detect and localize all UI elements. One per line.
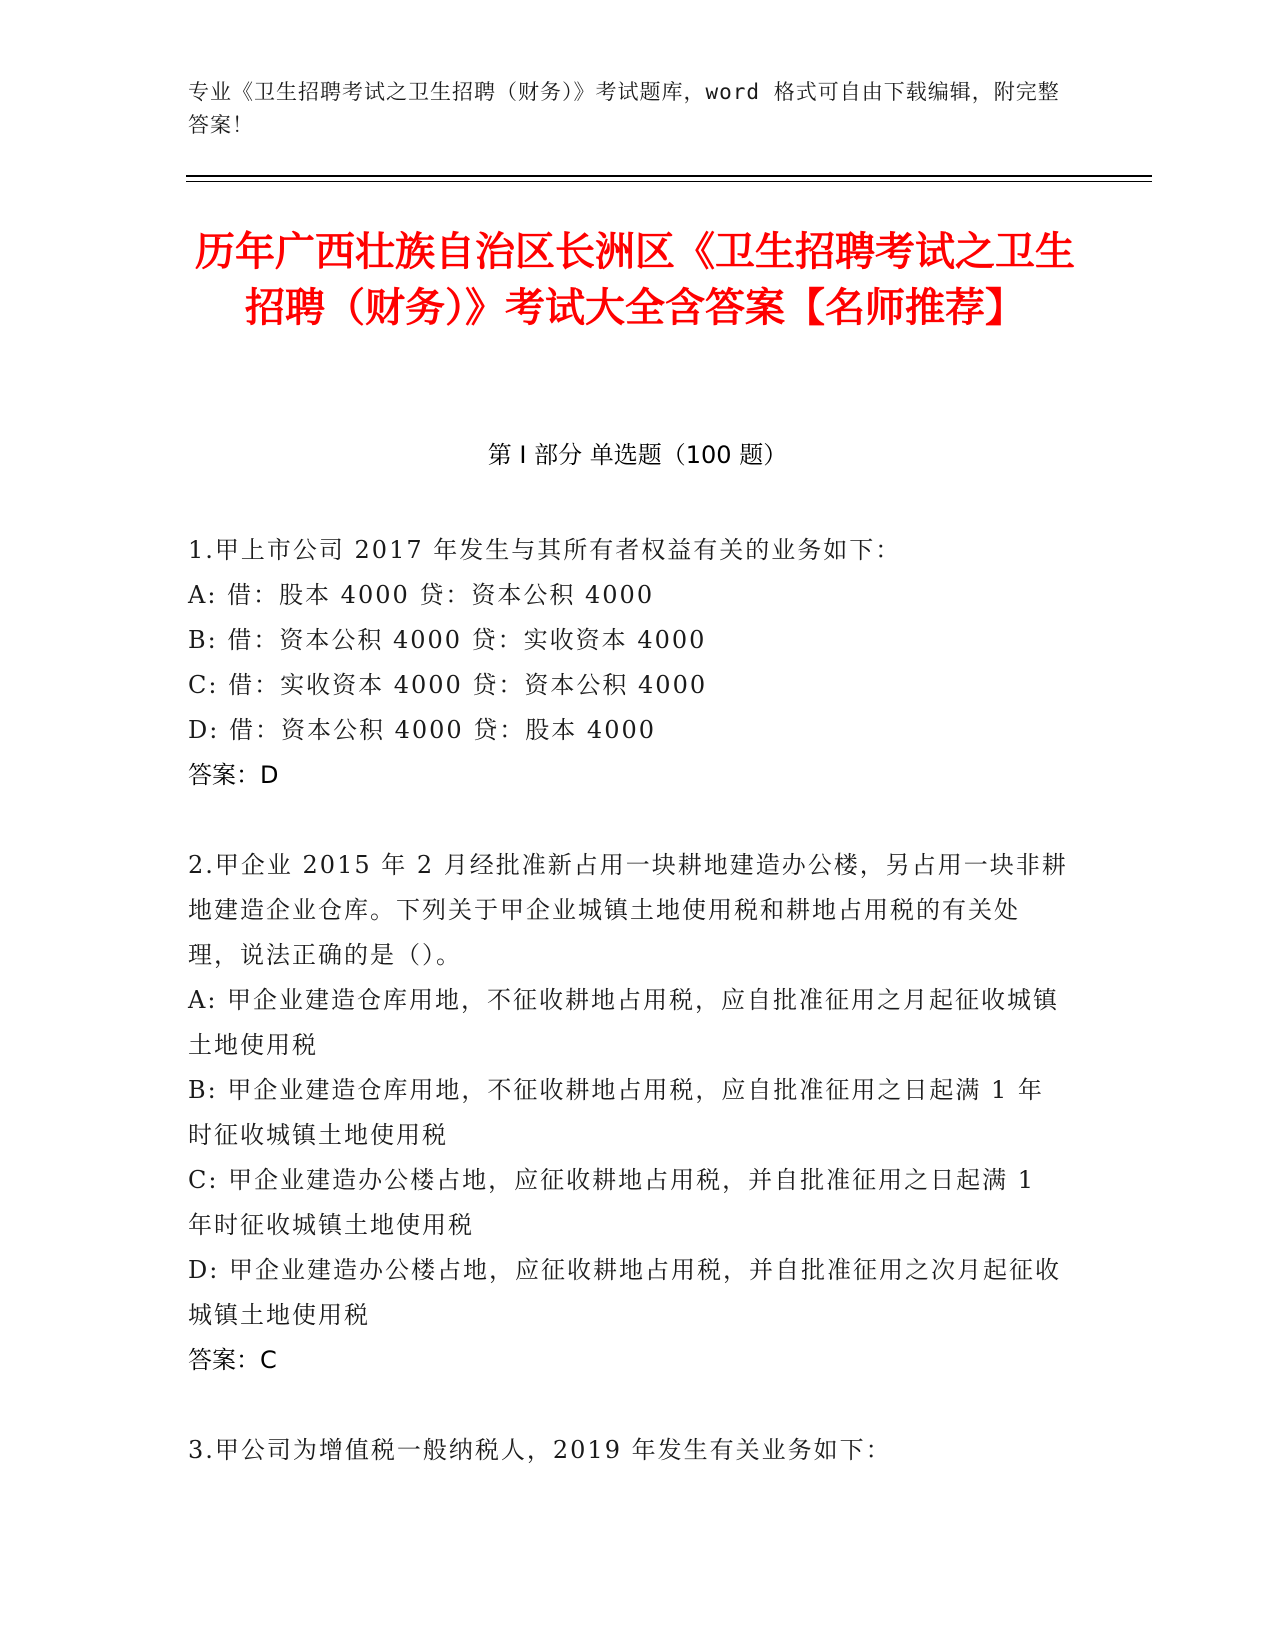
header-note: 专业《卫生招聘考试之卫生招聘（财务）》考试题库，word 格式可自由下载编辑，附完整答案！ [188,80,1060,137]
question-stem: 1.甲上市公司 2017 年发生与其所有者权益有关的业务如下： [188,536,902,564]
option-c: C: 甲企业建造办公楼占地，应征收耕地占用税，并自批准征用之日起满 1 年时征收城镇土地使用税 [188,1166,1035,1239]
question-2 [188,843,1068,1383]
option-c: C: 借：实收资本 4000 贷：资本公积 4000 [188,671,708,699]
section-title: 第 I 部分 单选题（100 题） [487,441,788,469]
question-1 [188,528,1068,798]
question-stem: 2.甲企业 2015 年 2 月经批准新占用一块耕地建造办公楼，另占用一块非耕地建造企业仓库。下列关于甲企业城镇土地使用税和耕地占用税的有关处理，说法正确的是（）。 [188,851,1068,969]
option-b: B: 借：资本公积 4000 贷：实收资本 4000 [188,626,707,654]
header-divider-thin [186,181,1152,182]
option-d: D: 甲企业建造办公楼占地，应征收耕地占用税，并自批准征用之次月起征收城镇土地使用税 [188,1256,1061,1329]
question-list [188,528,1068,1518]
answer-label: 答案：D [188,761,279,789]
answer-label: 答案：C [188,1346,277,1374]
option-b: B: 甲企业建造仓库用地，不征收耕地占用税，应自批准征用之日起满 1 年时征收城镇土地使用税 [188,1076,1044,1149]
option-d: D: 借：资本公积 4000 贷：股本 4000 [188,716,656,744]
question-3 [188,1428,1068,1473]
header-divider-thick [186,175,1152,177]
question-stem: 3.甲公司为增值税一般纳税人，2019 年发生有关业务如下： [188,1436,892,1464]
option-a: A: 甲企业建造仓库用地，不征收耕地占用税，应自批准征用之月起征收城镇土地使用税 [188,986,1060,1059]
option-a: A: 借：股本 4000 贷：资本公积 4000 [188,581,655,609]
document-title: 历年广西壮族自治区长洲区《卫生招聘考试之卫生招聘（财务）》考试大全含答案【名师推荐】 [195,229,1075,331]
